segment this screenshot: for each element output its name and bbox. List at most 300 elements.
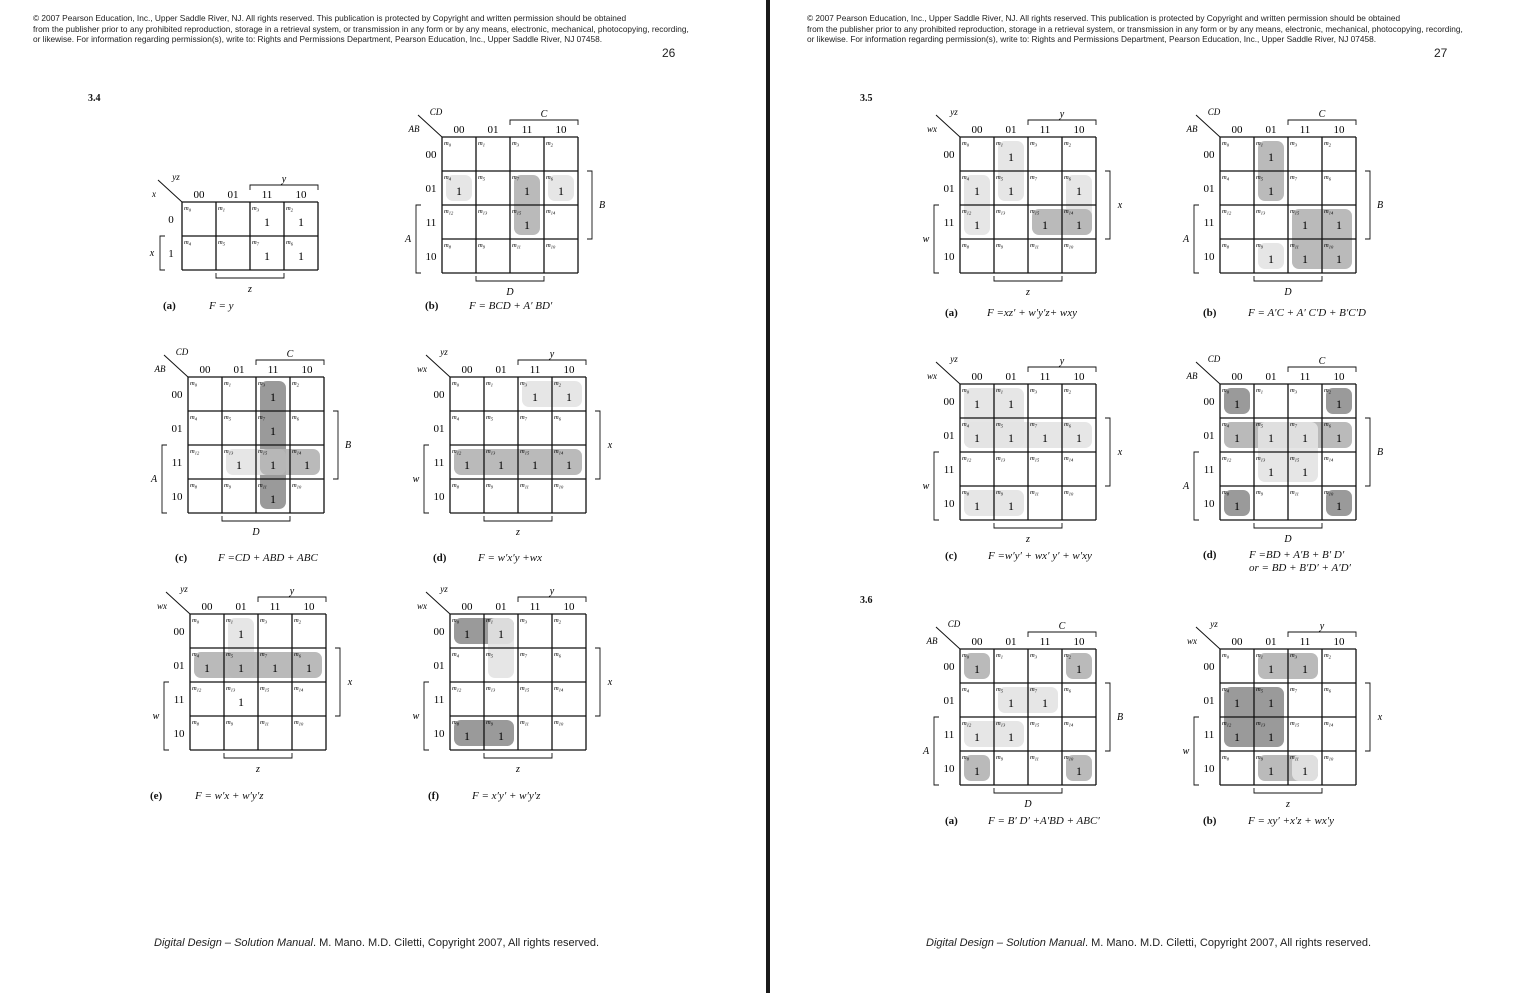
- bottom-variable-label: D: [506, 287, 514, 298]
- cell-one: 1: [264, 249, 270, 263]
- minterm-subscript: 9: [1000, 756, 1003, 762]
- corner-label-rows: x: [152, 189, 156, 199]
- minterm-subscript: 7: [516, 176, 519, 182]
- corner-label-rows: AB: [1186, 371, 1198, 381]
- row-label: 00: [943, 149, 955, 161]
- minterm-index: $m_{11}$: [260, 719, 269, 727]
- minterm-index: $m_9$: [486, 482, 493, 490]
- minterm-subscript: 12: [448, 210, 454, 216]
- bottom-variable-bracket: [1254, 523, 1322, 528]
- column-label: 10: [301, 364, 313, 376]
- corner-label-rows: AB: [154, 364, 166, 374]
- minterm-subscript: 6: [1068, 423, 1071, 429]
- left-variable-label: w: [412, 711, 420, 722]
- minterm-index: $m_1$: [1256, 387, 1263, 395]
- minterm-index: $m_0$: [184, 205, 191, 213]
- row-label: 10: [425, 251, 437, 263]
- left-variable-label: A: [1182, 234, 1190, 245]
- row-label: 01: [173, 660, 185, 672]
- right-variable-label: x: [607, 677, 613, 688]
- left-variable-bracket: [416, 205, 421, 273]
- left-variable-label: A: [150, 474, 158, 485]
- column-label: 11: [261, 189, 273, 201]
- bottom-variable-label: z: [1026, 534, 1030, 545]
- minterm-index: $m_{14}$: [1324, 455, 1334, 463]
- minterm-index: $m_3$: [252, 205, 259, 213]
- minterm-index: $m_3$: [520, 617, 527, 625]
- minterm-index: $m_7$: [1290, 174, 1297, 182]
- left-variable-bracket: [934, 717, 939, 785]
- left-variable-label: w: [922, 234, 930, 245]
- page-number: 27: [1434, 46, 1448, 60]
- minterm-index: $m_0$: [192, 617, 199, 625]
- minterm-subscript: 9: [1000, 244, 1003, 250]
- minterm-subscript: 7: [262, 416, 265, 422]
- row-label: 01: [433, 660, 445, 672]
- top-variable-label: C: [1318, 356, 1326, 367]
- minterm-index: $m_0$: [1222, 652, 1229, 660]
- caption-equation: F = x′y′ + w′y′z: [472, 790, 541, 802]
- left-variable-bracket: [1194, 452, 1199, 520]
- cell-one: 1: [974, 397, 980, 411]
- minterm-subscript: 3: [1294, 142, 1297, 148]
- minterm-index: $m_{12}$: [190, 448, 200, 456]
- bottom-variable-bracket: [476, 276, 544, 281]
- minterm-index: $m_0$: [444, 140, 451, 148]
- minterm-subscript: 13: [482, 210, 488, 216]
- minterm-subscript: 4: [1226, 688, 1229, 694]
- minterm-subscript: 5: [482, 176, 485, 182]
- column-label: 00: [461, 364, 473, 376]
- minterm-index: $m_{11}$: [1030, 754, 1039, 762]
- cell-one: 1: [270, 390, 276, 404]
- bottom-variable-label: z: [516, 764, 520, 775]
- caption-equation: F = w′x + w′y′z: [195, 790, 264, 802]
- minterm-index: $m_9$: [226, 719, 233, 727]
- minterm-subscript: 1: [490, 619, 493, 625]
- cell-one: 1: [974, 431, 980, 445]
- minterm-subscript: 10: [558, 721, 564, 727]
- minterm-index: $m_6$: [1324, 421, 1331, 429]
- column-label: 11: [1299, 636, 1311, 648]
- minterm-subscript: 7: [1034, 176, 1037, 182]
- corner-label-rows: wx: [157, 601, 167, 611]
- minterm-index: $m_{15}$: [520, 685, 530, 693]
- minterm-index: $m_1$: [218, 205, 225, 213]
- corner-label-columns: yz: [950, 107, 958, 117]
- minterm-index: $m_1$: [486, 380, 493, 388]
- minterm-subscript: 13: [1000, 210, 1006, 216]
- minterm-subscript: 0: [456, 619, 459, 625]
- corner-label-columns: CD: [1207, 354, 1221, 364]
- cell-one: 1: [1302, 465, 1308, 479]
- minterm-subscript: 3: [264, 619, 267, 625]
- corner-label-columns: yz: [950, 354, 958, 364]
- top-variable-label: y: [1059, 356, 1065, 367]
- minterm-index: $m_8$: [444, 242, 451, 250]
- kmap-3-5c: [918, 352, 1138, 552]
- minterm-subscript: 4: [966, 423, 969, 429]
- corner-label-rows: wx: [1187, 636, 1197, 646]
- corner-label-rows: wx: [417, 364, 427, 374]
- row-label: 00: [1203, 661, 1215, 673]
- corner-diagonal: [164, 355, 188, 377]
- page-27: © 2007 Pearson Education, Inc., Upper Saddle River, NJ. All rights reserved. This publication is protected by Copyright and written permission should be obtained from the publisher prior to any prohibited reproduction, storage in a retrieval system, or transmission in any form or by any means, electronic, mechanical, photocopying, recording, or likewise. For information regarding permission(s), write to: Rights and Permissions Department, Pearson Education, Inc., Upper Saddle River, NJ 07458. 27 3.5 yz wx 00 01 11 10 00 01 11 10 $m_0$ $m_1$ 1 $m_3$ $m_2$ $m_4$ 1 $m_5$ 1 $m_7$ $m_6$ 1 $m_{12}$ 1 $m_{13}$ $m_{15}$ 1 $m_{14}$ 1 $m_8$ $m_9$ $m_{11}$ $m_{10}$ y z w x (a) F =xz′ + w′y′z+ wxy CD AB 00 01 11 10 00 01 11 10 $m_0$ $m_1$ 1 $m_3$ $m_2$ $m_4$ $m_5$ 1 $m_7$ $m_6$ $m_{12}$ $m_{13}$ $m_{15}$ 1 $m_{14}$ 1 $m_8$ $m_9$ 1 $m_{11}$ 1 $m_{10}$ 1 C D A B (b) F = A′C + A′ C′D + B′C′D yz wx 00 01 11 10 00 01 11 10 $m_0$ 1 $m_1$ 1 $m_3$ $m_2$ $m_4$ 1 $m_5$ 1 $m_7$ 1 $m_6$ 1 $m_{12}$ $m_{13}$ $m_{15}$ $m_{14}$ $m_8$ 1 $m_9$ 1 $m_{11}$ $m_{10}$ y z w x (c) F =w′y′ + wx′ y′ + w′xy CD AB 00 01 11 10 00 01 11 10 $m_0$ 1 $m_1$ $m_3$ $m_2$ 1 $m_4$ 1 $m_5$ 1 $m_7$ 1 $m_6$ 1 $m_{12}$ $m_{13}$ 1 $m_{15}$ 1 $m_{14}$ $m_8$ 1 $m_9$ $m_{11}$ $m_{10}$ 1 C D A B (d) F =BD + A′B + B′ D′ or = BD + B′D′ + A′D′ 3.6 CD AB 00 01 11 10 00 01 11 10 $m_0$ 1 $m_1$ $m_3$ $m_2$ 1 $m_4$ $m_5$ 1 $m_7$ 1 $m_6$ $m_{12}$ 1 $m_{13}$ 1 $m_{15}$ $m_{14}$ $m_8$ 1 $m_9$ $m_{11}$ $m_{10}$ 1 C D A B (a) F = B′ D′ +A′BD + ABC′ yz wx 00 01 11 10 00 01 11 10 $m_0$ $m_1$ 1 $m_3$ 1 $m_2$ $m_4$ 1 $m_5$ 1 $m_7$ $m_6$ $m_{12}$ 1 $m_{13}$ 1 $m_{15}$ $m_{14}$ $m_8$ $m_9$ 1 $m_{11}$ 1 $m_{10}$ y z w x (b) F = xy′ +x′z + wx′y Digital Design – Solution Manual. M. Mano. M.D. Ciletti, Copyright 2007, All rights reserved.: [770, 0, 1536, 993]
- top-variable-bracket: [1288, 367, 1356, 372]
- row-label: 01: [433, 423, 445, 435]
- cell-one: 1: [1008, 499, 1014, 513]
- minterm-subscript: 12: [966, 722, 972, 728]
- minterm-subscript: 13: [490, 687, 496, 693]
- minterm-index: $m_6$: [1064, 174, 1071, 182]
- minterm-subscript: 7: [1294, 688, 1297, 694]
- minterm-subscript: 9: [228, 484, 231, 490]
- minterm-index: $m_7$: [260, 651, 267, 659]
- caption-equation: F = BCD + A′ BD′: [469, 300, 553, 312]
- minterm-subscript: 1: [1260, 142, 1263, 148]
- minterm-index: $m_9$: [1256, 754, 1263, 762]
- minterm-index: $m_2$: [1064, 387, 1071, 395]
- minterm-subscript: 14: [298, 687, 304, 693]
- minterm-index: $m_3$: [1290, 140, 1297, 148]
- minterm-index: $m_{11}$: [520, 482, 529, 490]
- cell-one: 1: [498, 729, 504, 743]
- column-label: 11: [1039, 371, 1051, 383]
- cell-one: 1: [974, 499, 980, 513]
- minterm-subscript: 9: [230, 721, 233, 727]
- corner-label-rows: wx: [927, 124, 937, 134]
- minterm-index: $m_2$: [1324, 387, 1331, 395]
- left-variable-label: A: [1182, 481, 1190, 492]
- bottom-variable-bracket: [484, 753, 552, 758]
- bottom-variable-bracket: [216, 273, 284, 278]
- minterm-subscript: 5: [1260, 423, 1263, 429]
- cell-one: 1: [524, 218, 530, 232]
- minterm-index: $m_{11}$: [520, 719, 529, 727]
- minterm-subscript: 13: [230, 687, 236, 693]
- column-label: 00: [1231, 371, 1243, 383]
- row-label: 10: [943, 251, 955, 263]
- minterm-subscript: 5: [1260, 176, 1263, 182]
- cell-one: 1: [1234, 397, 1240, 411]
- minterm-subscript: 14: [558, 450, 564, 456]
- minterm-subscript: 2: [558, 382, 561, 388]
- bottom-variable-label: z: [1026, 287, 1030, 298]
- cell-one: 1: [204, 661, 210, 675]
- bottom-variable-label: z: [1286, 799, 1290, 810]
- corner-label-rows: AB: [926, 636, 938, 646]
- column-label: 11: [1299, 124, 1311, 136]
- minterm-index: $m_1$: [224, 380, 231, 388]
- corner-label-rows: AB: [408, 124, 420, 134]
- right-variable-bracket: [587, 171, 592, 239]
- cell-one: 1: [264, 215, 270, 229]
- minterm-index: $m_{12}$: [1222, 208, 1232, 216]
- corner-diagonal: [426, 355, 450, 377]
- minterm-subscript: 6: [558, 416, 561, 422]
- minterm-index: $m_{13}$: [1256, 455, 1266, 463]
- top-variable-bracket: [518, 360, 586, 365]
- corner-label-columns: yz: [180, 584, 188, 594]
- row-label: 00: [173, 626, 185, 638]
- row-label: 01: [943, 430, 955, 442]
- left-variable-bracket: [162, 445, 167, 513]
- minterm-index: $m_7$: [1290, 686, 1297, 694]
- minterm-subscript: 11: [1294, 244, 1299, 250]
- right-variable-label: B: [344, 440, 352, 451]
- minterm-index: $m_5$: [1256, 174, 1263, 182]
- minterm-index: $m_8$: [962, 754, 969, 762]
- right-variable-bracket: [595, 411, 600, 479]
- minterm-index: $m_6$: [292, 414, 299, 422]
- cell-one: 1: [464, 458, 470, 472]
- minterm-subscript: 7: [264, 653, 267, 659]
- minterm-subscript: 11: [1294, 491, 1299, 497]
- cell-one: 1: [1336, 397, 1342, 411]
- caption-equation: F = xy′ +x′z + wx′y: [1248, 815, 1334, 827]
- cell-one: 1: [1008, 184, 1014, 198]
- minterm-index: $m_{12}$: [962, 720, 972, 728]
- right-variable-bracket: [1365, 683, 1370, 751]
- minterm-subscript: 15: [262, 450, 268, 456]
- left-variable-label: w: [152, 711, 160, 722]
- minterm-subscript: 1: [230, 619, 233, 625]
- minterm-index: $m_8$: [962, 242, 969, 250]
- cell-one: 1: [1076, 184, 1082, 198]
- column-label: 10: [1333, 371, 1345, 383]
- minterm-index: $m_6$: [1064, 686, 1071, 694]
- top-variable-bracket: [256, 360, 324, 365]
- kmap-3-5a: [918, 105, 1138, 305]
- cell-one: 1: [238, 627, 244, 641]
- minterm-index: $m_9$: [478, 242, 485, 250]
- minterm-subscript: 12: [1226, 457, 1232, 463]
- column-label: 11: [1039, 124, 1051, 136]
- minterm-subscript: 12: [1226, 210, 1232, 216]
- copyright-notice: [807, 13, 1463, 45]
- minterm-index: $m_0$: [962, 387, 969, 395]
- kmap-3-4d: [408, 345, 628, 545]
- corner-diagonal: [1196, 115, 1220, 137]
- cell-one: 1: [238, 695, 244, 709]
- minterm-subscript: 5: [222, 241, 225, 247]
- minterm-index: $m_{15}$: [520, 448, 530, 456]
- minterm-index: $m_3$: [1030, 140, 1037, 148]
- row-label: 11: [1203, 729, 1215, 741]
- minterm-index: $m_0$: [452, 617, 459, 625]
- row-label: 11: [1203, 464, 1215, 476]
- minterm-index: $m_2$: [1064, 140, 1071, 148]
- corner-label-columns: yz: [440, 584, 448, 594]
- minterm-index: $m_{10}$: [546, 242, 556, 250]
- row-label: 0: [168, 214, 174, 226]
- minterm-index: $m_{13}$: [996, 208, 1006, 216]
- kmap-3-4b: [400, 105, 620, 305]
- minterm-index: $m_1$: [1256, 140, 1263, 148]
- cell-one: 1: [464, 729, 470, 743]
- minterm-subscript: 10: [550, 244, 556, 250]
- minterm-index: $m_8$: [192, 719, 199, 727]
- minterm-subscript: 12: [966, 457, 972, 463]
- minterm-subscript: 7: [1034, 423, 1037, 429]
- copyright-line: or likewise. For information regarding permission(s), write to: Rights and Permissions Department, Pearson Education, Inc., Upper Saddle River, NJ 07458.: [807, 34, 1377, 45]
- minterm-subscript: 6: [550, 176, 553, 182]
- row-label: 11: [433, 694, 445, 706]
- row-label: 10: [943, 498, 955, 510]
- minterm-index: $m_3$: [1290, 387, 1297, 395]
- minterm-index: $m_7$: [1030, 686, 1037, 694]
- minterm-subscript: 5: [1000, 176, 1003, 182]
- left-variable-label: w: [922, 481, 930, 492]
- minterm-index: $m_5$: [1256, 421, 1263, 429]
- minterm-index: $m_1$: [478, 140, 485, 148]
- cell-one: 1: [566, 390, 572, 404]
- minterm-subscript: 3: [524, 619, 527, 625]
- caption-equation: F =w′y′ + wx′ y′ + w′xy: [988, 550, 1092, 562]
- bottom-variable-bracket: [994, 523, 1062, 528]
- minterm-subscript: 2: [1328, 654, 1331, 660]
- minterm-index: $m_8$: [452, 719, 459, 727]
- minterm-index: $m_1$: [486, 617, 493, 625]
- minterm-index: $m_4$: [444, 174, 451, 182]
- column-label: 01: [1005, 371, 1017, 383]
- cell-one: 1: [974, 662, 980, 676]
- cell-one: 1: [306, 661, 312, 675]
- column-label: 10: [563, 364, 575, 376]
- row-label: 10: [943, 763, 955, 775]
- row-label: 00: [433, 626, 445, 638]
- minterm-subscript: 8: [966, 244, 969, 250]
- copyright-line: from the publisher prior to any prohibited reproduction, storage in a retrieval system, or transmission in any form or by any means, electronic, mechanical, photocopying, recording,: [33, 23, 689, 34]
- cell-one: 1: [1042, 696, 1048, 710]
- cell-one: 1: [298, 249, 304, 263]
- bottom-variable-label: D: [1024, 799, 1032, 810]
- minterm-index: $m_0$: [1222, 387, 1229, 395]
- minterm-index: $m_5$: [486, 651, 493, 659]
- minterm-index: $m_2$: [1064, 652, 1071, 660]
- minterm-subscript: 8: [448, 244, 451, 250]
- column-label: 11: [267, 364, 279, 376]
- minterm-index: $m_{11}$: [1030, 242, 1039, 250]
- minterm-subscript: 11: [1034, 491, 1039, 497]
- minterm-subscript: 12: [966, 210, 972, 216]
- minterm-index: $m_6$: [554, 651, 561, 659]
- cell-one: 1: [1008, 397, 1014, 411]
- right-variable-label: x: [347, 677, 353, 688]
- page-number: 26: [662, 46, 676, 60]
- copyright-notice: [33, 13, 689, 45]
- column-label: 00: [1231, 124, 1243, 136]
- minterm-index: $m_1$: [996, 387, 1003, 395]
- minterm-index: $m_{11}$: [1030, 489, 1039, 497]
- copyright-line: © 2007 Pearson Education, Inc., Upper Saddle River, NJ. All rights reserved. This publication is protected by Copyright and written permission should be obtained: [33, 13, 627, 23]
- minterm-subscript: 6: [1328, 176, 1331, 182]
- cell-one: 1: [1336, 218, 1342, 232]
- kmap-3-5b: [1178, 105, 1398, 305]
- minterm-subscript: 11: [516, 244, 521, 250]
- minterm-index: $m_6$: [1064, 421, 1071, 429]
- minterm-subscript: 8: [196, 721, 199, 727]
- corner-label-columns: CD: [947, 619, 961, 629]
- column-label: 00: [199, 364, 211, 376]
- minterm-index: $m_5$: [996, 421, 1003, 429]
- minterm-subscript: 7: [1294, 176, 1297, 182]
- minterm-index: $m_9$: [1256, 242, 1263, 250]
- minterm-index: $m_{11}$: [512, 242, 521, 250]
- minterm-index: $m_4$: [962, 686, 969, 694]
- caption-equation: F =xz′ + w′y′z+ wxy: [987, 307, 1077, 319]
- minterm-subscript: 5: [230, 653, 233, 659]
- minterm-subscript: 1: [1000, 142, 1003, 148]
- minterm-index: $m_{14}$: [1324, 208, 1334, 216]
- caption-equation-alt: or = BD + B′D′ + A′D′: [1249, 562, 1351, 574]
- column-label: 00: [201, 601, 213, 613]
- minterm-index: $m_9$: [996, 489, 1003, 497]
- cell-one: 1: [566, 458, 572, 472]
- column-label: 01: [495, 364, 507, 376]
- column-label: 11: [529, 601, 541, 613]
- bottom-variable-bracket: [224, 753, 292, 758]
- corner-diagonal: [418, 115, 442, 137]
- cell-one: 1: [1008, 730, 1014, 744]
- cell-one: 1: [974, 184, 980, 198]
- minterm-subscript: 0: [188, 207, 191, 213]
- minterm-subscript: 2: [296, 382, 299, 388]
- minterm-subscript: 14: [1328, 210, 1334, 216]
- corner-diagonal: [936, 627, 960, 649]
- minterm-index: $m_6$: [286, 239, 293, 247]
- column-label: 11: [529, 364, 541, 376]
- minterm-index: $m_2$: [554, 380, 561, 388]
- cell-one: 1: [236, 458, 242, 472]
- left-variable-label: x: [149, 248, 155, 259]
- minterm-index: $m_3$: [520, 380, 527, 388]
- minterm-subscript: 2: [290, 207, 293, 213]
- minterm-index: $m_8$: [1222, 242, 1229, 250]
- minterm-index: $m_7$: [252, 239, 259, 247]
- cell-one: 1: [272, 661, 278, 675]
- minterm-subscript: 6: [1068, 688, 1071, 694]
- minterm-subscript: 10: [296, 484, 302, 490]
- column-label: 00: [453, 124, 465, 136]
- minterm-subscript: 13: [1260, 722, 1266, 728]
- cell-one: 1: [1008, 431, 1014, 445]
- minterm-index: $m_{13}$: [224, 448, 234, 456]
- minterm-subscript: 14: [558, 687, 564, 693]
- minterm-subscript: 6: [1328, 423, 1331, 429]
- minterm-subscript: 11: [1034, 756, 1039, 762]
- bottom-variable-bracket: [994, 276, 1062, 281]
- minterm-index: $m_0$: [962, 652, 969, 660]
- minterm-subscript: 4: [448, 176, 451, 182]
- footer: [154, 937, 599, 949]
- minterm-index: $m_{11}$: [1290, 489, 1299, 497]
- kmap-3-4e: [148, 582, 368, 782]
- left-variable-bracket: [934, 452, 939, 520]
- cell-one: 1: [270, 492, 276, 506]
- copyright-line: from the publisher prior to any prohibited reproduction, storage in a retrieval system, or transmission in any form or by any means, electronic, mechanical, photocopying, recording,: [807, 23, 1463, 34]
- minterm-index: $m_4$: [1222, 421, 1229, 429]
- column-label: 10: [555, 124, 567, 136]
- right-variable-label: x: [607, 440, 613, 451]
- minterm-index: $m_{15}$: [1290, 208, 1300, 216]
- minterm-index: $m_{10}$: [292, 482, 302, 490]
- minterm-subscript: 11: [262, 484, 267, 490]
- minterm-subscript: 8: [456, 721, 459, 727]
- footer: [926, 937, 1371, 949]
- minterm-subscript: 7: [1034, 688, 1037, 694]
- top-variable-label: y: [1319, 621, 1325, 632]
